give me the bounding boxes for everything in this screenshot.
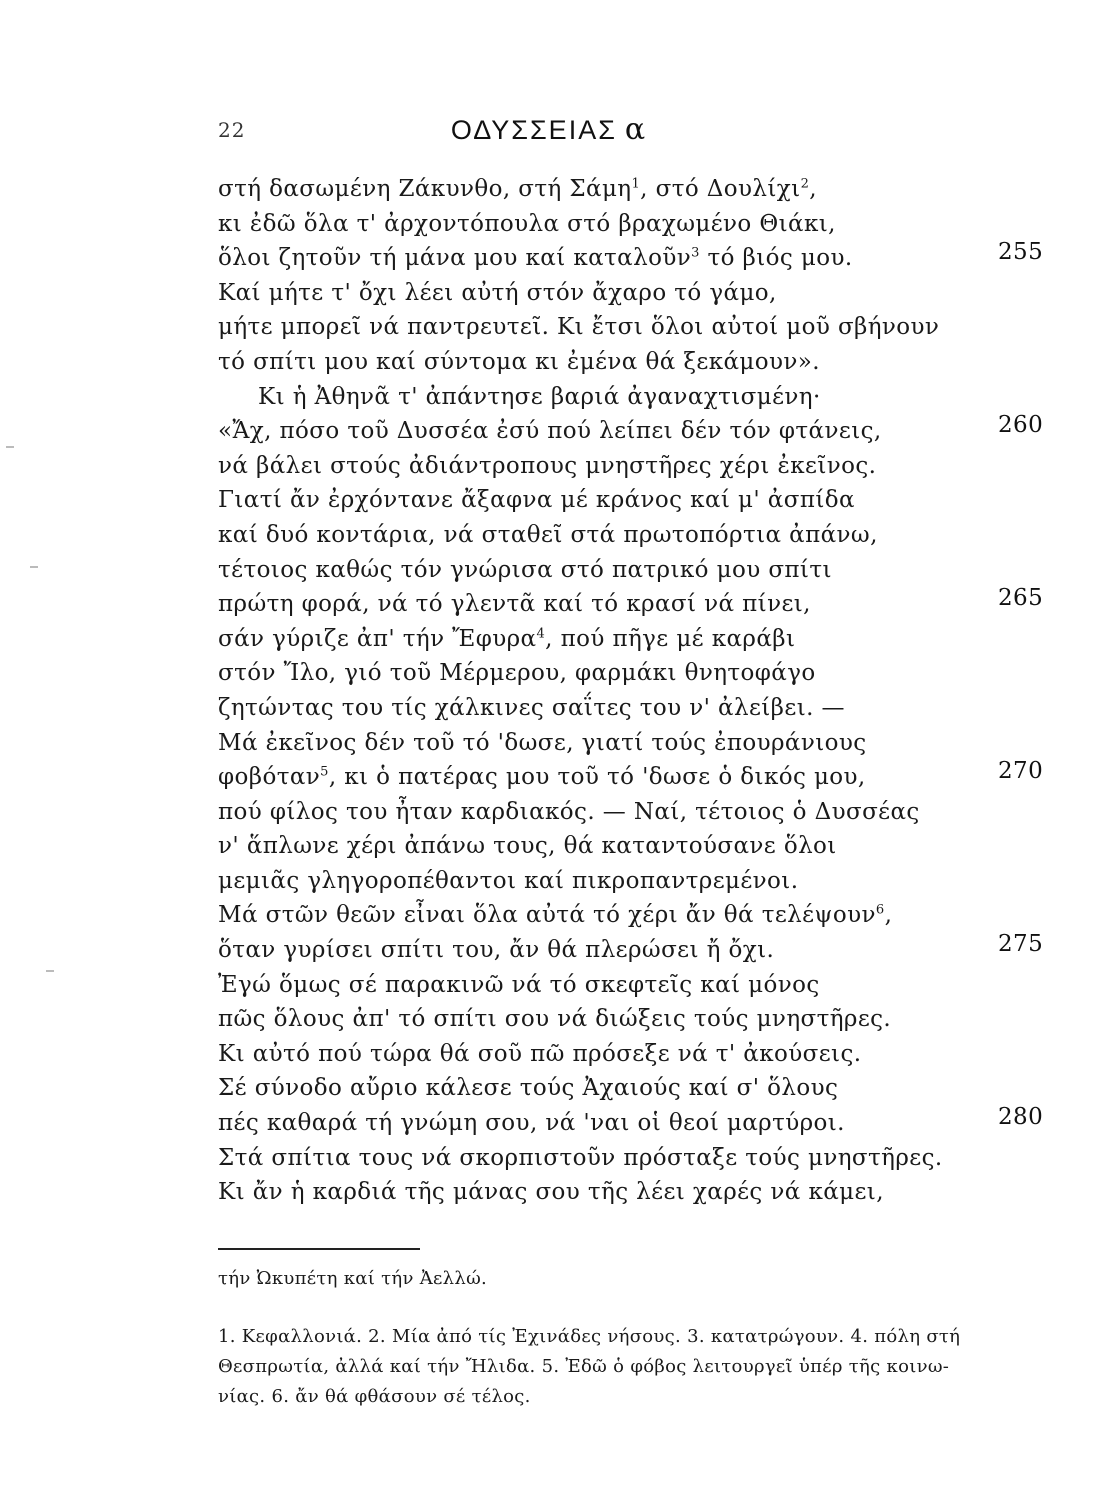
line-number: 260 — [998, 412, 1044, 439]
verse-segment: Κι αὐτό πού τώρα θά σοῦ πῶ πρόσεξε νά τ' ἀκούσεις. — [218, 1040, 862, 1067]
verse-segment: τό σπίτι μου καί σύντομα κι ἐμένα θά ξεκάμουν». — [218, 348, 820, 375]
verse-segment: μεμιᾶς γληγοροπέθαντοι καί πικροπαντρεμένοι. — [218, 867, 799, 894]
verse-line — [218, 310, 1078, 345]
footnote-ref: 5 — [320, 764, 329, 780]
verse-segment: τό βιός μου. — [699, 245, 853, 272]
verse-text — [218, 172, 817, 207]
book-letter: α — [624, 112, 648, 147]
verse-line — [218, 1002, 1078, 1037]
verse-line — [218, 1141, 1078, 1176]
verse-line — [218, 345, 1078, 380]
verse-text — [218, 795, 920, 830]
line-number: 280 — [998, 1104, 1044, 1131]
verse-line — [218, 898, 1078, 933]
verse-segment: κι ἐδῶ ὅλα τ' ἀρχοντόπουλα στό βραχωμένο Θιάκι, — [218, 210, 836, 237]
verse-segment: Μά στῶν θεῶν εἶναι ὅλα αὐτά τό χέρι ἄν θά τελέψουν — [218, 902, 876, 929]
verse-text — [218, 656, 816, 691]
verse-text — [218, 241, 853, 276]
verse-line — [218, 656, 1078, 691]
verse-line — [218, 276, 1078, 311]
verse-segment: φοβόταν — [218, 764, 321, 791]
verse-text — [218, 1106, 845, 1141]
verse-text — [218, 1175, 884, 1210]
verse-segment: τέτοιος καθώς τόν γνώρισα στό πατρικό μου σπίτι — [218, 556, 832, 583]
verse-line — [218, 795, 1078, 830]
scan-margin-mark — [6, 446, 14, 448]
verse-text — [218, 864, 798, 899]
verse-line — [218, 968, 1078, 1003]
verse-segment: , κι ὁ πατέρας μου τοῦ τό 'δωσε ὁ δικός μου, — [328, 764, 866, 791]
verse-segment: Ἐγώ ὅμως σέ παρακινῶ νά τό σκεφτεῖς καί μόνος — [218, 971, 820, 998]
verse-segment: στή δασωμένη Ζάκυνθο, στή Σάμη — [218, 176, 632, 202]
verse-segment: ὅταν γυρίσει σπίτι του, ἄν θά πλερώσει ἤ ὄχι. — [218, 937, 775, 964]
footnote-ref: 4 — [536, 626, 546, 642]
verse-segment: σάν γύριζε ἀπ' τήν Ἔφυρα — [218, 625, 537, 652]
footnote-continuation: τήν Ὠκυπέτη καί τήν Ἀελλώ. — [218, 1268, 488, 1289]
verse-segment: «Ἄχ, πόσο τοῦ Δυσσέα ἐσύ πού λείπει δέν τόν φτάνεις, — [218, 418, 882, 445]
verse-segment: , πού πῆγε μέ καράβι — [545, 625, 796, 652]
verse-line — [218, 241, 1078, 276]
footnotes — [218, 1322, 1038, 1412]
verse-text — [218, 414, 882, 449]
verse-text — [218, 933, 774, 968]
verse-line — [218, 483, 1078, 518]
verse-line — [218, 1037, 1078, 1072]
verse-line — [218, 829, 1078, 864]
footnote-line: 1. Κεφαλλονιά. 2. Μία ἀπό τίς Ἐχινάδες νήσους. 3. κατατρώγουν. 4. πόλη στή — [218, 1326, 961, 1347]
page-number: 22 — [218, 118, 246, 142]
verse-segment: , στό Δουλίχι — [640, 176, 801, 202]
verse-text — [218, 345, 820, 380]
verse-segment: ὅλοι ζητοῦν τή μάνα μου καί καταλοῦν — [218, 245, 692, 272]
verse-line — [218, 587, 1078, 622]
verse-text — [218, 968, 820, 1003]
line-number: 265 — [998, 585, 1044, 612]
verse-segment: μήτε μπορεῖ νά παντρευτεῖ. Κι ἔτσι ὅλοι αὐτοί μοῦ σβήνουν — [218, 314, 940, 341]
verse-segment: ζητώντας του τίς χάλκινες σαΐτες του ν' ἀλείβει. — — [218, 694, 845, 721]
verse-text — [218, 622, 795, 657]
verse-text — [218, 276, 777, 311]
footnote-ref: 2 — [800, 176, 810, 192]
verse-line — [218, 691, 1078, 726]
verse-segment: στόν Ἴλο, γιό τοῦ Μέρμερου, φαρμάκι θνητοφάγο — [218, 660, 816, 687]
verse-text — [218, 207, 836, 242]
footnote-ref: 6 — [875, 902, 885, 918]
running-head — [0, 112, 1098, 147]
verse-line — [218, 380, 1078, 415]
verse-text — [218, 518, 878, 553]
footnote-line: νίας. 6. ἄν θά φθάσουν σέ τέλος. — [218, 1386, 531, 1407]
verse-segment: Κι ἄν ἡ καρδιά τῆς μάνας σου τῆς λέει χαρές νά κάμει, — [218, 1179, 884, 1206]
verse-segment: καί δυό κοντάρια, νά σταθεῖ στά πρωτοπόρτια ἀπάνω, — [218, 521, 878, 548]
verse-text — [218, 691, 845, 726]
verse-segment: νά βάλει στούς ἀδιάντροπους μνηστῆρες χέρι ἐκεῖνος. — [218, 452, 877, 479]
verse-text — [218, 449, 876, 484]
verse-block — [218, 172, 1078, 1210]
verse-segment: πού φίλος του ἦταν καρδιακός. — Ναί, τέτοιος ὁ Δυσσέας — [218, 798, 920, 825]
line-number: 255 — [998, 239, 1044, 266]
verse-text — [218, 829, 837, 864]
verse-line — [218, 1071, 1078, 1106]
verse-line — [218, 1106, 1078, 1141]
footnote-line: Θεσπρωτία, ἀλλά καί τήν Ἤλιδα. 5. Ἐδῶ ὁ φόβος λειτουργεῖ ὑπέρ τῆς κοινω- — [218, 1356, 950, 1377]
verse-segment: πές καθαρά τή γνώμη σου, νά 'ναι οἱ θεοί μαρτύροι. — [218, 1110, 845, 1137]
verse-text — [218, 726, 867, 761]
verse-line — [218, 518, 1078, 553]
footnote-ref: 1 — [631, 176, 641, 192]
verse-text — [218, 483, 855, 518]
verse-line — [218, 1175, 1078, 1210]
verse-text — [218, 1071, 838, 1106]
verse-segment: , — [809, 176, 817, 202]
verse-segment: πῶς ὅλους ἀπ' τό σπίτι σου νά διώξεις τούς μνηστῆρες. — [218, 1006, 892, 1033]
verse-line — [218, 449, 1078, 484]
verse-line — [218, 933, 1078, 968]
verse-text — [218, 587, 811, 622]
verse-segment: Μά ἐκεῖνος δέν τοῦ τό 'δωσε, γιατί τούς ἐπουράνιους — [218, 729, 867, 756]
verse-segment: πρώτη φορά, νά τό γλεντᾶ καί τό κρασί νά πίνει, — [218, 591, 811, 618]
verse-text — [218, 380, 821, 415]
verse-text — [218, 760, 866, 795]
verse-segment: , — [884, 902, 893, 929]
verse-line — [218, 553, 1078, 588]
verse-line — [218, 622, 1078, 657]
scan-margin-mark — [46, 970, 54, 972]
verse-segment: Στά σπίτια τους νά σκορπιστοῦν πρόσταξε τούς μνηστῆρες. — [218, 1144, 943, 1171]
verse-line — [218, 726, 1078, 761]
verse-segment: Γιατί ἄν ἐρχόντανε ἄξαφνα μέ κράνος καί μ' ἀσπίδα — [218, 487, 855, 514]
verse-text — [218, 553, 832, 588]
verse-line — [218, 864, 1078, 899]
line-number: 275 — [998, 931, 1044, 958]
verse-segment: Κι ἡ Ἀθηνᾶ τ' ἀπάντησε βαριά ἀγαναχτισμένη· — [258, 383, 821, 410]
verse-line — [218, 760, 1078, 795]
verse-line — [218, 414, 1078, 449]
footnote-ref: 3 — [691, 245, 700, 261]
verse-text — [218, 1141, 943, 1176]
line-number: 270 — [998, 758, 1044, 785]
verse-segment: ν' ἅπλωνε χέρι ἀπάνω τους, θά καταντούσανε ὅλοι — [218, 833, 837, 860]
verse-segment: Σέ σύνοδο αὔριο κάλεσε τούς Ἀχαιούς καί σ' ὅλους — [218, 1075, 839, 1102]
verse-text — [218, 1002, 891, 1037]
footnote-rule — [218, 1248, 420, 1250]
verse-text — [218, 310, 939, 345]
verse-text — [218, 898, 892, 933]
running-head-title: ΟΔΥΣΣΕΙΑΣ — [450, 115, 617, 145]
verse-line — [218, 207, 1078, 242]
verse-text — [218, 1037, 861, 1072]
verse-line — [218, 172, 1078, 207]
scan-margin-mark — [30, 566, 38, 568]
verse-segment: Καί μήτε τ' ὄχι λέει αὐτή στόν ἄχαρο τό γάμο, — [218, 279, 777, 306]
